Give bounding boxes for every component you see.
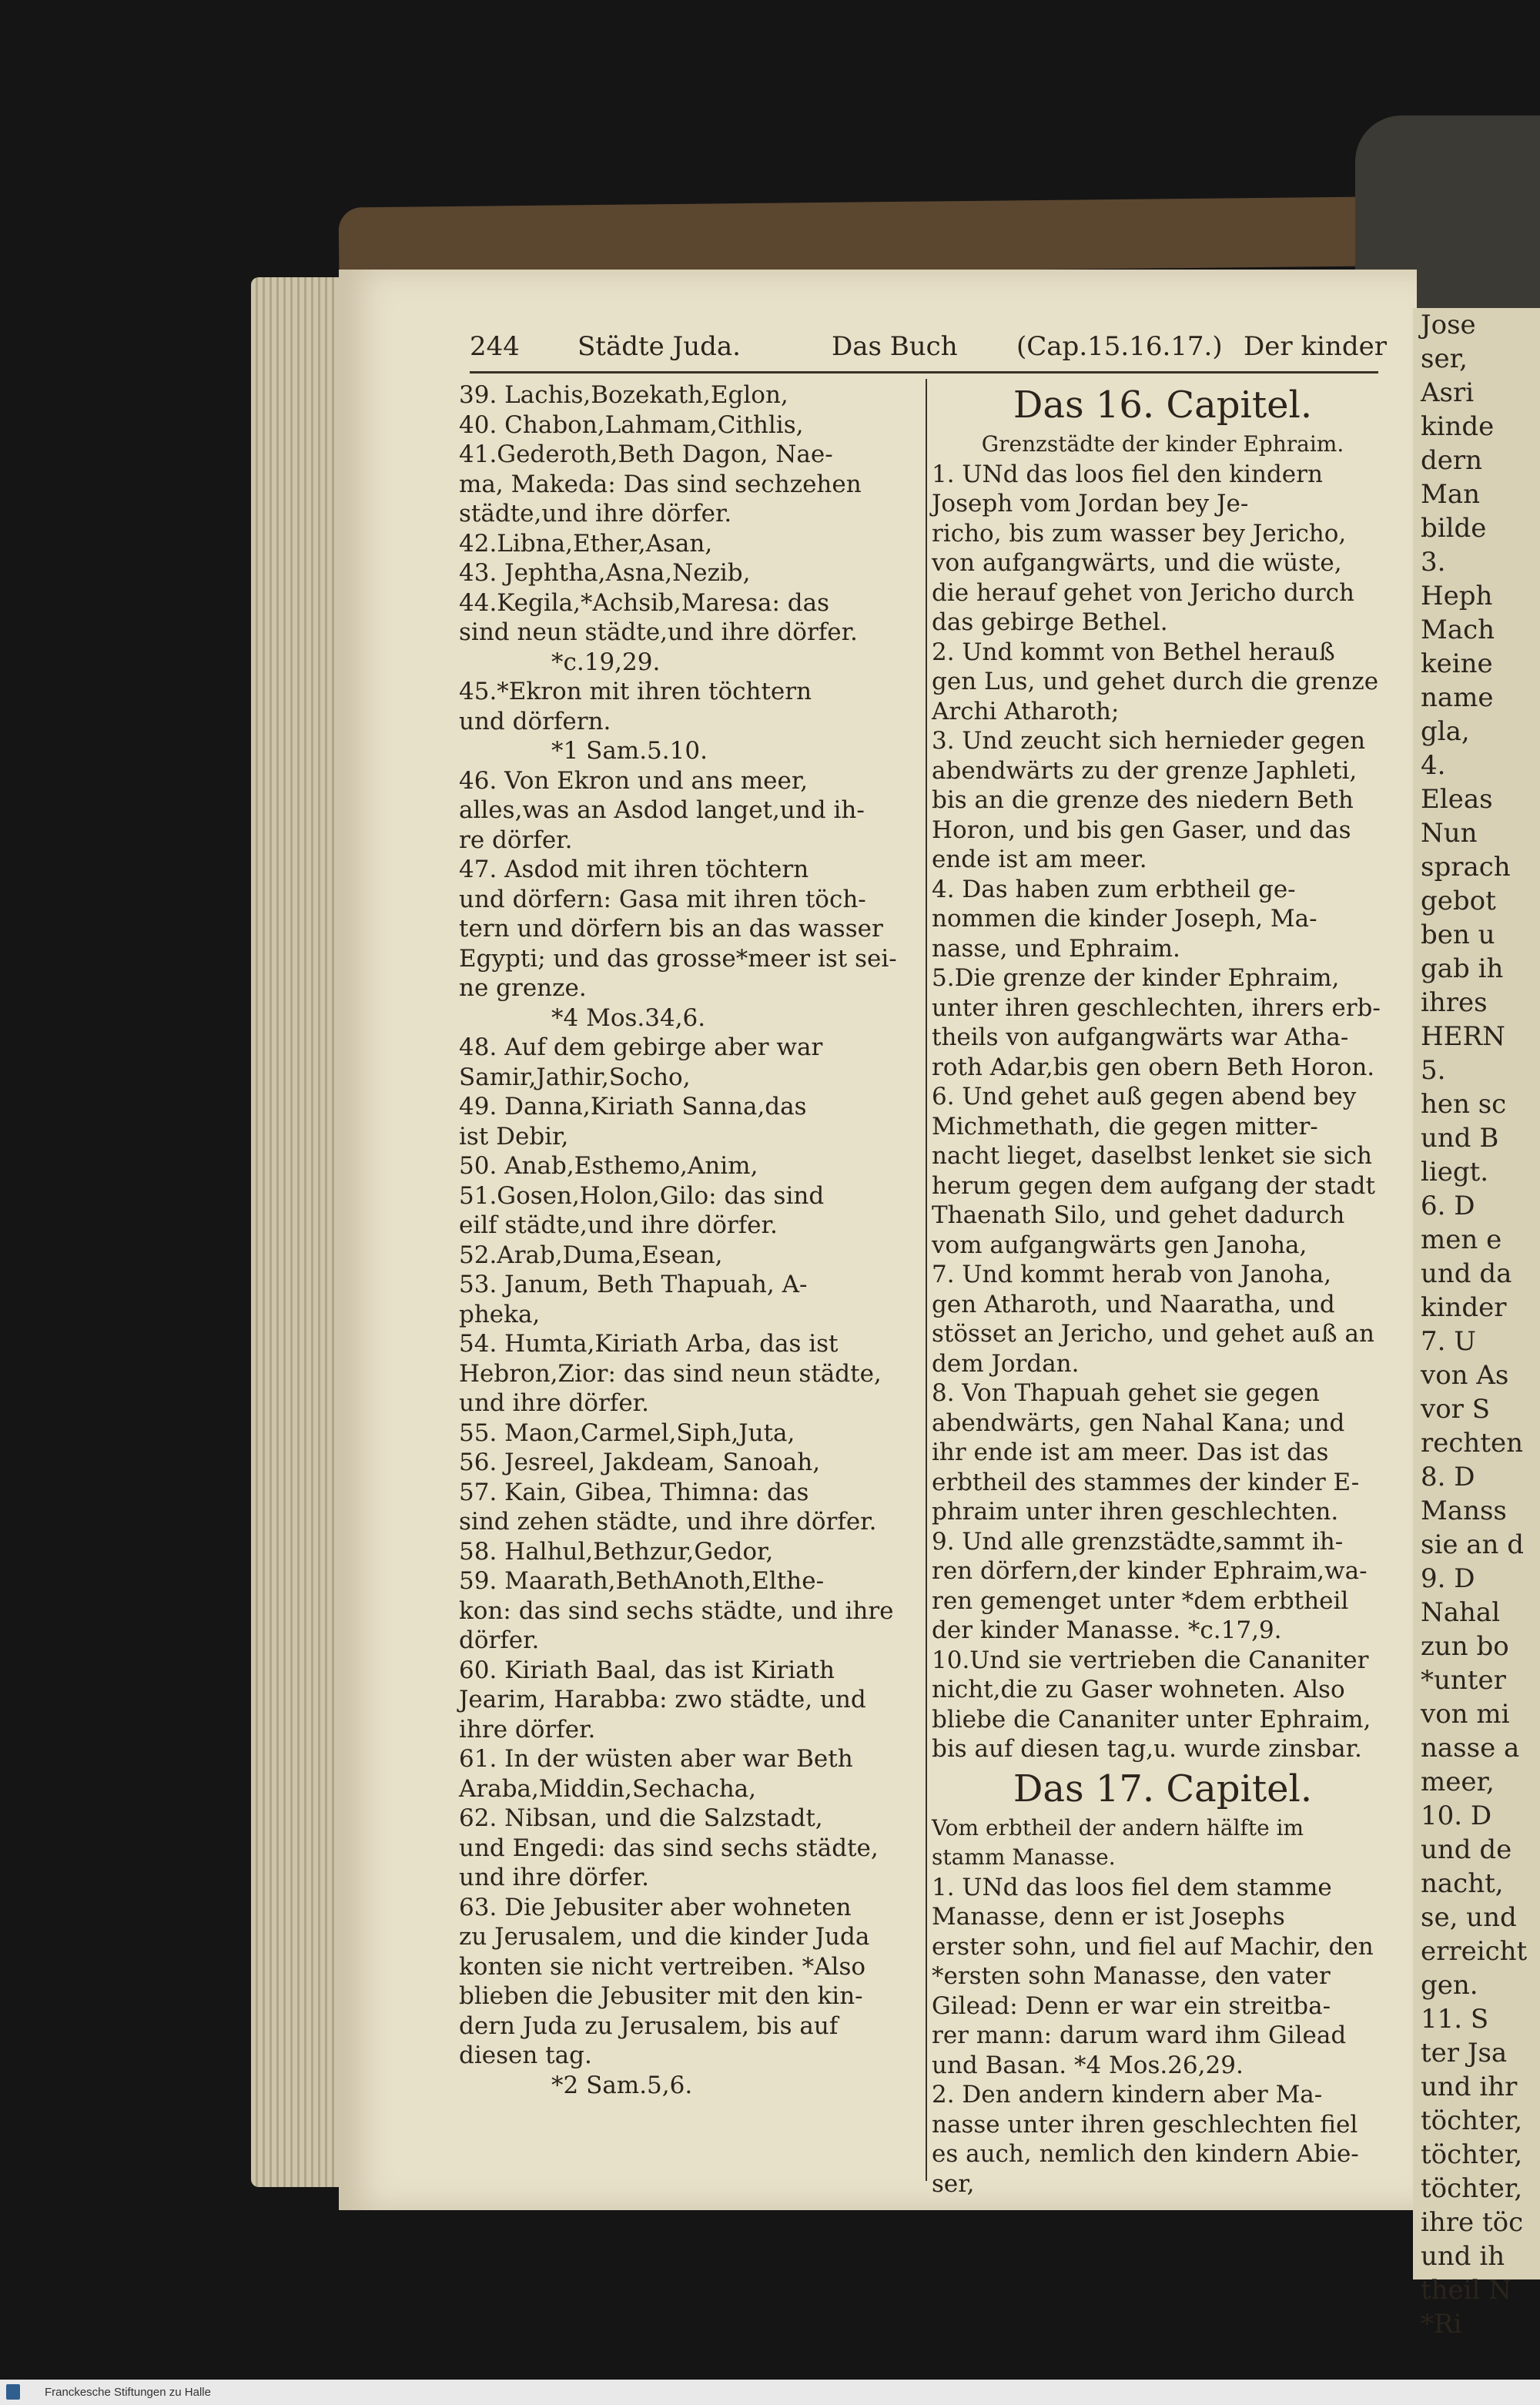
text-line: dörfer. [459, 1626, 540, 1654]
text-line: Michmethath, die gegen mitter- [932, 1112, 1318, 1141]
text-line: konten sie nicht vertreiben. *Also [459, 1952, 866, 1981]
footer-institution: Franckesche Stiftungen zu Halle [45, 2386, 211, 2399]
text-line: ende ist am meer. [932, 846, 1147, 873]
next-page-fragment: 10. D [1421, 1800, 1492, 1831]
next-page-fragment: 11. S [1421, 2004, 1489, 2035]
text-line: 10.Und sie vertrieben die Cananiter [932, 1646, 1369, 1674]
text-line: *4 Mos.34,6. [551, 1003, 706, 1032]
text-line: *1 Sam.5.10. [551, 737, 708, 765]
next-page-fragment: von mi [1421, 1699, 1510, 1730]
next-page-fragment: sie an d [1421, 1529, 1524, 1560]
right-column [932, 380, 1394, 2199]
chapter-17-summary-2: stamm Manasse. [932, 1844, 1116, 1870]
text-line: abendwärts zu der grenze Japhleti, [932, 756, 1358, 785]
text-line: 49. Danna,Kiriath Sanna,das [459, 1093, 807, 1120]
chapter-16-title: Das 16. Capitel. [1013, 384, 1313, 427]
next-page-fragment: kinde [1421, 411, 1495, 442]
next-page-fragment: 3. [1421, 547, 1446, 578]
text-line: 54. Humta,Kiriath Arba, das ist [459, 1330, 839, 1358]
next-page-fragment: ser, [1421, 343, 1468, 374]
text-line: stösset an Jericho, und gehet auß an [932, 1320, 1374, 1348]
text-line: städte,und ihre dörfer. [459, 500, 732, 528]
next-page-fragment: 6. D [1421, 1191, 1475, 1221]
text-line: phraim unter ihren geschlechten. [932, 1498, 1339, 1526]
next-page-fragment: bilde [1421, 513, 1487, 544]
text-line: bliebe die Cananiter unter Ephraim, [932, 1705, 1371, 1733]
next-page-fragment: name [1421, 682, 1494, 713]
text-line: 62. Nibsan, und die Salzstadt, [459, 1804, 823, 1832]
text-line: 61. In der wüsten aber war Beth [459, 1745, 853, 1773]
text-line: richo, bis zum wasser bey Jericho, [932, 519, 1347, 548]
next-page-fragment: und B [1421, 1123, 1499, 1154]
text-line: und Basan. *4 Mos.26,29. [932, 2051, 1244, 2079]
text-line: alles,was an Asdod langet,und ih- [459, 796, 865, 824]
book-cover-top [339, 196, 1448, 276]
text-line: zu Jerusalem, und die kinder Juda [459, 1923, 870, 1951]
text-line: Jearim, Harabba: zwo städte, und [459, 1686, 866, 1713]
text-line: herum gegen dem aufgang der stadt [932, 1171, 1375, 1200]
text-line: 44.Kegila,*Achsib,Maresa: das [459, 588, 830, 617]
text-line: 7. Und kommt herab von Janoha, [932, 1261, 1331, 1288]
text-line: *c.19,29. [551, 648, 661, 676]
text-line: roth Adar,bis gen obern Beth Horon. [932, 1053, 1375, 1081]
next-page-fragment: keine [1421, 648, 1493, 679]
next-page-fragment: HERN [1421, 1021, 1505, 1052]
next-page-fragment: ihres [1421, 987, 1488, 1018]
next-page-fragment: gla, [1421, 716, 1470, 747]
text-line: unter ihren geschlechten, ihrers erb- [932, 993, 1381, 1022]
text-line: und dörfern. [459, 707, 611, 735]
next-page-fragment: Nahal [1421, 1597, 1501, 1628]
next-page-fragment: ter Jsa [1421, 2038, 1508, 2068]
next-page-fragment: Heph [1421, 581, 1493, 611]
text-line: Manasse, denn er ist Josephs [932, 1903, 1285, 1931]
next-page-fragment: meer, [1421, 1767, 1495, 1797]
text-line: ren dörfern,der kinder Ephraim,wa- [932, 1557, 1368, 1585]
next-page-fragment: töchter, [1421, 2173, 1523, 2204]
text-line: theils von aufgangwärts war Atha- [932, 1023, 1349, 1051]
text-line: 4. Das haben zum erbtheil ge- [932, 875, 1296, 903]
text-line: gen Lus, und gehet durch die grenze [932, 668, 1379, 695]
footer-bar [0, 2380, 1540, 2405]
text-line: ihre dörfer. [459, 1715, 596, 1743]
next-page-fragment: Eleas [1421, 784, 1493, 815]
text-line: Gilead: Denn er war ein streitba- [932, 1991, 1331, 2020]
next-page-fragment: ihre töc [1421, 2207, 1524, 2238]
text-line: Samir,Jathir,Socho, [459, 1063, 691, 1091]
next-page-fragment: ben u [1421, 919, 1495, 950]
next-page-fragment: se, und [1421, 1902, 1517, 1933]
next-page-fragment: kinder [1421, 1292, 1507, 1323]
next-page-fragment: töchter, [1421, 2139, 1523, 2170]
text-line: re dörfer. [459, 826, 573, 854]
next-page-fragment: und ihr [1421, 2072, 1518, 2102]
text-line: 9. Und alle grenzstädte,sammt ih- [932, 1527, 1344, 1556]
text-line: kon: das sind sechs städte, und ihre [459, 1596, 894, 1625]
institution-logo-icon [6, 2384, 20, 2400]
text-line: bis auf diesen tag,u. wurde zinsbar. [932, 1735, 1362, 1763]
text-line: Thaenath Silo, und gehet dadurch [932, 1201, 1345, 1229]
text-line: 3. Und zeucht sich hernieder gegen [932, 727, 1366, 755]
text-line: nacht lieget, daselbst lenket sie sich [932, 1142, 1373, 1170]
next-page-fragment: Asri [1421, 377, 1475, 408]
text-line: 42.Libna,Ether,Asan, [459, 529, 713, 558]
next-page-fragment: liegt. [1421, 1157, 1489, 1187]
text-line: 6. Und gehet auß gegen abend bey [932, 1083, 1357, 1110]
text-line: sind neun städte,und ihre dörfer. [459, 618, 858, 646]
text-line: 58. Halhul,Bethzur,Gedor, [459, 1537, 774, 1566]
next-page-fragment: vor S [1421, 1394, 1491, 1425]
text-line: Hebron,Zior: das sind neun städte, [459, 1359, 882, 1388]
text-line: blieben die Jebusiter mit den kin- [459, 1982, 863, 2010]
text-line: und ihre dörfer. [459, 1864, 649, 1891]
chapter-17-text [932, 1873, 1394, 2199]
text-line: Egypti; und das grosse*meer ist sei- [459, 944, 897, 973]
text-line: von aufgangwärts, und die wüste, [932, 549, 1342, 577]
next-page-fragment: Man [1421, 479, 1480, 510]
next-page-fragment: *Ri [1421, 2309, 1462, 2340]
text-line: nasse unter ihren geschlechten fiel [932, 2110, 1358, 2139]
text-line: dern Juda zu Jerusalem, bis auf [459, 2011, 839, 2040]
text-line: ser, [932, 2169, 975, 2198]
text-line: der kinder Manasse. *c.17,9. [932, 1616, 1282, 1644]
next-page-fragment: Jose [1421, 310, 1476, 340]
running-head: Städte Juda. [578, 331, 741, 362]
next-page-fragment: erreicht [1421, 1936, 1528, 1967]
text-line: gen Atharoth, und Naaratha, und [932, 1290, 1335, 1318]
text-line: es auch, nemlich den kindern Abie- [932, 2140, 1359, 2168]
next-page-fragment: hen sc [1421, 1089, 1507, 1120]
text-line: und dörfern: Gasa mit ihren töch- [459, 885, 866, 913]
text-line: erster sohn, und fiel auf Machir, den [932, 1932, 1374, 1961]
text-line: Horon, und bis gen Gaser, und das [932, 816, 1351, 844]
next-page-fragment: men e [1421, 1224, 1502, 1255]
text-line: und Engedi: das sind sechs städte, [459, 1834, 879, 1862]
text-line: 51.Gosen,Holon,Gilo: das sind [459, 1181, 825, 1210]
text-line: 5.Die grenze der kinder Ephraim, [932, 964, 1340, 992]
text-line: 55. Maon,Carmel,Siph,Juta, [459, 1419, 795, 1447]
text-line: ren gemenget unter *dem erbtheil [932, 1586, 1349, 1615]
text-line: ist Debir, [459, 1122, 569, 1151]
text-line: 41.Gederoth,Beth Dagon, Nae- [459, 440, 833, 468]
text-line: 1. UNd das loos fiel den kindern [932, 460, 1323, 488]
text-line: 59. Maarath,BethAnoth,Elthe- [459, 1567, 825, 1595]
text-line: 39. Lachis,Bozekath,Eglon, [459, 381, 788, 409]
text-line: ma, Makeda: Das sind sechzehen [459, 470, 862, 498]
next-page-fragment: nacht, [1421, 1868, 1504, 1899]
next-page-fragment: gen. [1421, 1970, 1478, 2001]
next-page-fragment: und ih [1421, 2241, 1505, 2272]
text-line: 48. Auf dem gebirge aber war [459, 1033, 823, 1061]
page-header [462, 331, 1386, 377]
next-page-fragment: 5. [1421, 1055, 1446, 1086]
text-line: 63. Die Jebusiter aber wohneten [459, 1893, 852, 1921]
next-page-fragment: theil N [1421, 2275, 1512, 2306]
next-page-fragment: 7. U [1421, 1326, 1476, 1357]
next-page-fragment: zun bo [1421, 1631, 1509, 1662]
text-line: 46. Von Ekron und ans meer, [459, 766, 808, 795]
text-line: 52.Arab,Duma,Esean, [459, 1241, 723, 1269]
chapter-17-title: Das 17. Capitel. [1013, 1767, 1313, 1810]
next-page-fragment: gebot [1421, 886, 1496, 916]
text-line: nicht,die zu Gaser wohneten. Also [932, 1676, 1345, 1703]
text-line: Archi Atharoth; [932, 697, 1120, 725]
text-line: 2. Und kommt von Bethel herauß [932, 638, 1335, 666]
text-line: ihr ende ist am meer. Das ist das [932, 1439, 1329, 1466]
text-line: Joseph vom Jordan bey Je- [932, 490, 1249, 518]
book-title-right: Der kinder [1244, 331, 1387, 362]
next-page-fragment: sprach [1421, 852, 1511, 883]
text-line: 56. Jesreel, Jakdeam, Sanoah, [459, 1449, 821, 1476]
text-line: 57. Kain, Gibea, Thimna: das [459, 1478, 809, 1506]
next-page-fragment: 8. D [1421, 1462, 1475, 1492]
text-line: erbtheil des stammes der kinder E- [932, 1468, 1360, 1496]
text-line: die herauf gehet von Jericho durch [932, 578, 1354, 607]
text-line: nasse, und Ephraim. [932, 934, 1180, 963]
next-page-fragment: Mach [1421, 615, 1495, 645]
text-line: und ihre dörfer. [459, 1389, 649, 1417]
text-line: nommen die kinder Joseph, Ma- [932, 905, 1317, 933]
next-page-fragment: 4. [1421, 750, 1446, 781]
text-line: das gebirge Bethel. [932, 608, 1168, 636]
text-line: tern und dörfern bis an das wasser [459, 915, 883, 943]
header-rule [470, 371, 1378, 373]
chapter-16-summary: Grenzstädte der kinder Ephraim. [981, 431, 1344, 457]
text-line: 45.*Ekron mit ihren töchtern [459, 678, 812, 705]
text-line: pheka, [459, 1300, 541, 1328]
left-column [459, 380, 921, 2100]
text-line: ne grenze. [459, 974, 587, 1002]
text-line: *2 Sam.5,6. [551, 2071, 693, 2099]
chapter-17-summary-1: Vom erbtheil der andern hälfte im [932, 1814, 1304, 1841]
next-page-fragment: und de [1421, 1834, 1512, 1865]
text-line: 40. Chabon,Lahmam,Cithlis, [459, 410, 804, 439]
next-page-fragment: töchter, [1421, 2105, 1523, 2136]
text-line: 2. Den andern kindern aber Ma- [932, 2081, 1323, 2109]
text-line: 1. UNd das loos fiel dem stamme [932, 1873, 1332, 1901]
page-number: 244 [470, 331, 520, 362]
book-title: Das Buch [832, 331, 958, 362]
text-line: 43. Jephtha,Asna,Nezib, [459, 559, 751, 587]
text-line: 60. Kiriath Baal, das ist Kiriath [459, 1656, 835, 1684]
next-page-fragment: dern [1421, 445, 1483, 476]
next-page-fragment: von As [1421, 1360, 1509, 1391]
text-line: 8. Von Thapuah gehet sie gegen [932, 1379, 1320, 1407]
text-line: eilf städte,und ihre dörfer. [459, 1211, 778, 1239]
text-line: dem Jordan. [932, 1349, 1080, 1378]
next-page-fragment: nasse a [1421, 1733, 1520, 1764]
text-line: Araba,Middin,Sechacha, [459, 1774, 757, 1803]
next-page-fragment: und da [1421, 1258, 1512, 1289]
next-page-fragment: rechten [1421, 1428, 1523, 1459]
text-line: 47. Asdod mit ihren töchtern [459, 856, 809, 883]
text-line: 50. Anab,Esthemo,Anim, [459, 1152, 758, 1180]
next-page-fragment: Manss [1421, 1496, 1507, 1526]
text-line: abendwärts, gen Nahal Kana; und [932, 1408, 1345, 1437]
next-page-edge [1413, 308, 1540, 2340]
next-page-fragment: gab ih [1421, 953, 1504, 984]
text-line: sind zehen städte, und ihre dörfer. [459, 1508, 877, 1536]
chapter-16-text [932, 460, 1394, 1764]
text-line: diesen tag. [459, 2042, 592, 2069]
chapter-range: (Cap.15.16.17.) [1016, 331, 1223, 362]
next-page-fragment: Nun [1421, 818, 1478, 849]
text-line: bis an die grenze des niedern Beth [932, 786, 1354, 814]
text-line: vom aufgangwärts gen Janoha, [932, 1231, 1307, 1259]
text-line: *ersten sohn Manasse, den vater [932, 1962, 1331, 1990]
next-page-fragment: *unter [1421, 1665, 1506, 1696]
text-line: rer mann: darum ward ihm Gilead [932, 2021, 1347, 2049]
text-line: 53. Janum, Beth Thapuah, A- [459, 1271, 808, 1298]
column-rule [926, 379, 927, 2181]
next-page-fragment: 9. D [1421, 1563, 1475, 1594]
